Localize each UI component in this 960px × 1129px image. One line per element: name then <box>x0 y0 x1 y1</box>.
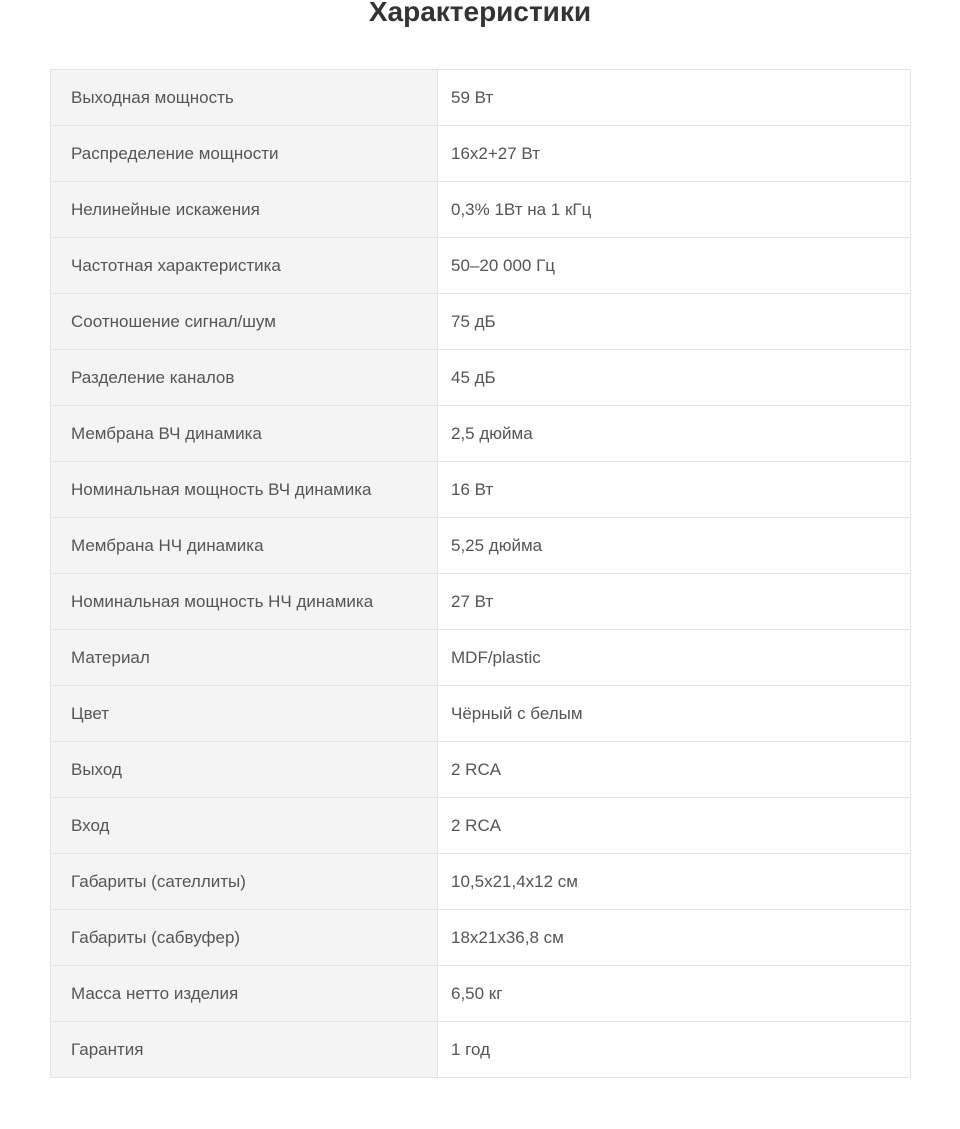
page-title: Характеристики <box>368 0 592 27</box>
spec-name: Габариты (сабвуфер) <box>51 910 438 966</box>
spec-name: Частотная характеристика <box>51 238 438 294</box>
table-row <box>51 1022 911 1078</box>
spec-name: Масса нетто изделия <box>51 966 438 1022</box>
spec-name: Соотношение сигнал/шум <box>51 294 438 350</box>
spec-name: Габариты (сателлиты) <box>51 854 438 910</box>
spec-value: 10,5x21,4x12 см <box>438 854 911 910</box>
spec-name: Разделение каналов <box>51 350 438 406</box>
table-row <box>51 238 911 294</box>
table-row <box>51 406 911 462</box>
spec-value: 6,50 кг <box>438 966 911 1022</box>
table-row <box>51 518 911 574</box>
table-row <box>51 910 911 966</box>
table-row <box>51 70 911 126</box>
spec-name: Мембрана ВЧ динамика <box>51 406 438 462</box>
table-row <box>51 350 911 406</box>
spec-name: Номинальная мощность ВЧ динамика <box>51 462 438 518</box>
table-row <box>51 182 911 238</box>
spec-value: 2 RCA <box>438 798 911 854</box>
spec-value: 45 дБ <box>438 350 911 406</box>
spec-value: 2,5 дюйма <box>438 406 911 462</box>
table-row <box>51 574 911 630</box>
table-row <box>51 294 911 350</box>
table-row <box>51 630 911 686</box>
table-row <box>51 742 911 798</box>
spec-value: 2 RCA <box>438 742 911 798</box>
spec-name: Материал <box>51 630 438 686</box>
spec-name: Гарантия <box>51 1022 438 1078</box>
table-row <box>51 854 911 910</box>
spec-value: 0,3% 1Вт на 1 кГц <box>438 182 911 238</box>
specs-table <box>50 69 911 1078</box>
spec-value: 1 год <box>438 1022 911 1078</box>
spec-name: Выходная мощность <box>51 70 438 126</box>
spec-value: 50–20 000 Гц <box>438 238 911 294</box>
spec-value: 27 Вт <box>438 574 911 630</box>
table-row <box>51 686 911 742</box>
spec-name: Мембрана НЧ динамика <box>51 518 438 574</box>
spec-name: Нелинейные искажения <box>51 182 438 238</box>
table-row <box>51 462 911 518</box>
spec-value: MDF/plastic <box>438 630 911 686</box>
spec-name: Распределение мощности <box>51 126 438 182</box>
table-row <box>51 966 911 1022</box>
spec-value: 16x2+27 Вт <box>438 126 911 182</box>
table-row <box>51 798 911 854</box>
spec-value: 16 Вт <box>438 462 911 518</box>
spec-name: Цвет <box>51 686 438 742</box>
spec-name: Номинальная мощность НЧ динамика <box>51 574 438 630</box>
spec-value: 59 Вт <box>438 70 911 126</box>
spec-value: Чёрный с белым <box>438 686 911 742</box>
spec-value: 18x21x36,8 см <box>438 910 911 966</box>
table-row <box>51 126 911 182</box>
spec-value: 75 дБ <box>438 294 911 350</box>
spec-value: 5,25 дюйма <box>438 518 911 574</box>
spec-name: Выход <box>51 742 438 798</box>
spec-name: Вход <box>51 798 438 854</box>
